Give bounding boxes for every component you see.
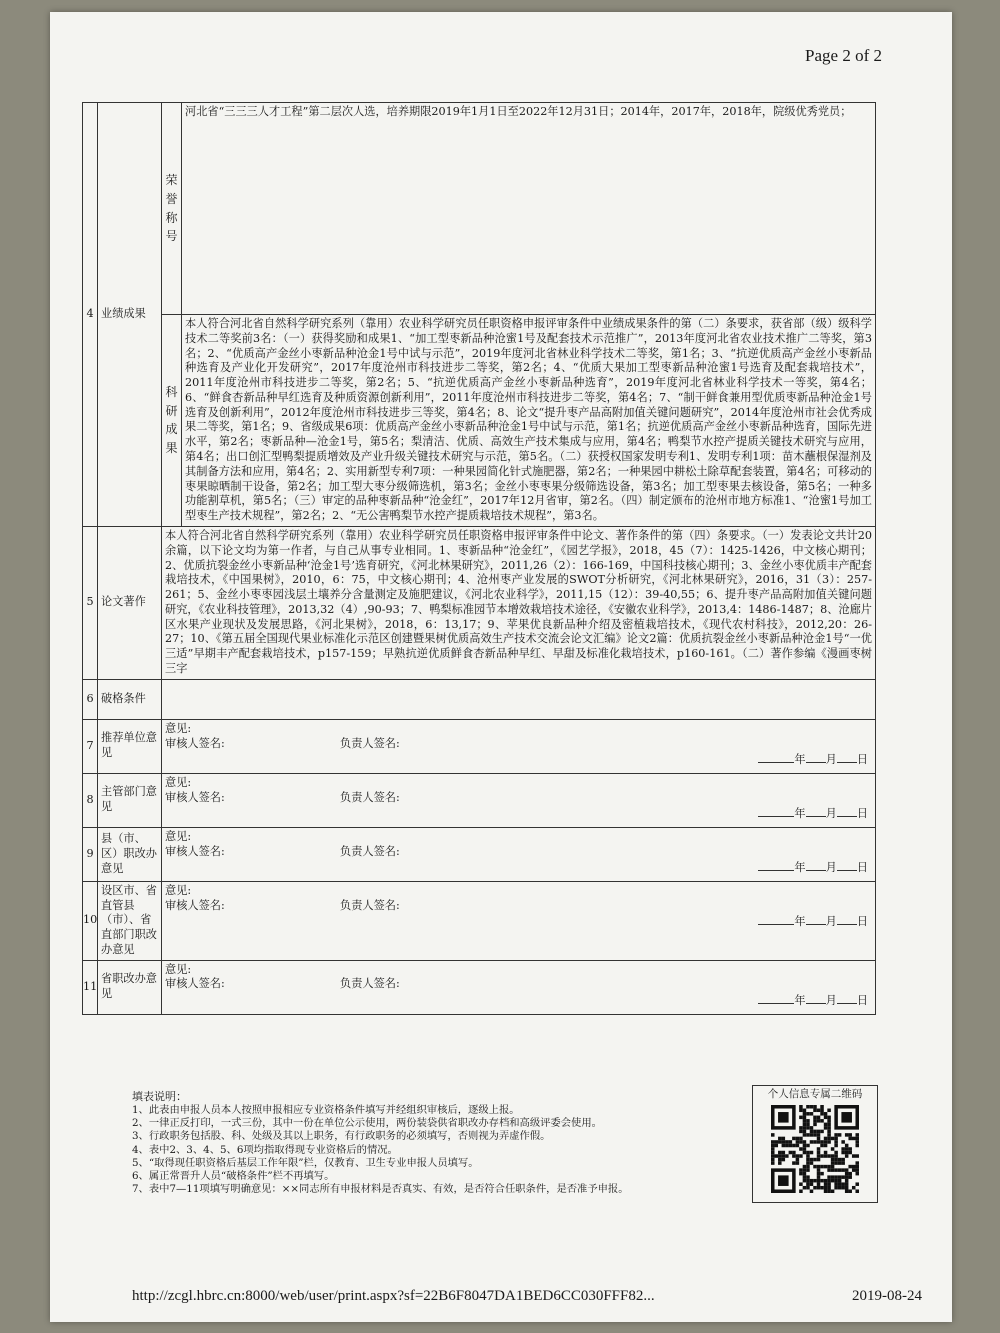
qr-code-box: [752, 1085, 878, 1203]
row-honors: [83, 103, 876, 315]
row-number: 11: [83, 960, 98, 1014]
opinion-label: 意见:: [165, 883, 192, 897]
reviewer-signature-label: 审核人签名:: [165, 977, 225, 991]
instructions-title: 填表说明：: [132, 1090, 187, 1103]
print-date: 2019-08-24: [852, 1288, 922, 1304]
instruction-item: 7、表中7—11项填写明确意见：××同志所有申报材料是否真实、有效，是否符合任职条件，是否准予申报。: [132, 1183, 629, 1196]
instruction-item: 4、表中2、3、4、5、6项均指取得现专业资格后的情况。: [132, 1143, 398, 1156]
row-research: [83, 315, 876, 527]
qr-code-icon: [771, 1105, 859, 1193]
instruction-item: 3、行政职务包括股、科、处级及其以上职务，有行政职务的必须填写，否则视为弄虚作假。: [132, 1130, 551, 1143]
row-label: 设区市、省直管县（市）、省直部门职改办意见: [98, 881, 162, 960]
opinion-label: 意见:: [165, 829, 192, 843]
responsible-signature-label: 负责人签名:: [340, 898, 400, 912]
reviewer-signature-label: 审核人签名:: [165, 736, 225, 750]
row-label: 省职改办意见: [98, 960, 162, 1014]
approval-row: [83, 719, 876, 773]
row-label: 县（市、区）职改办意见: [98, 827, 162, 881]
date-line: 年 月 日: [165, 992, 872, 1009]
date-line: 年 月 日: [165, 805, 872, 822]
approval-row: [83, 827, 876, 881]
date-line: 年 月 日: [165, 751, 872, 768]
row-number: 5: [83, 526, 98, 679]
row-number: 6: [83, 679, 98, 719]
row-number: 9: [83, 827, 98, 881]
row-papers: [83, 526, 876, 679]
approval-cell: [162, 773, 876, 827]
row-label: 主管部门意见: [98, 773, 162, 827]
date-line: 年 月 日: [165, 859, 872, 876]
approval-row: [83, 773, 876, 827]
reviewer-signature-label: 审核人签名:: [165, 790, 225, 804]
instruction-item: 2、一律正反打印，一式三份，其中一份在单位公示使用，两份装袋供省职改办存档和高级评委会使用。: [132, 1117, 602, 1130]
responsible-signature-label: 负责人签名:: [340, 790, 400, 804]
opinion-label: 意见:: [165, 721, 192, 735]
row-label: 业绩成果: [98, 103, 162, 527]
row-number: 10: [83, 881, 98, 960]
exception-text: [162, 679, 876, 719]
research-label: 科研成果: [162, 315, 182, 527]
papers-text: 本人符合河北省自然科学研究系列（靠用）农业科学研究员任职资格申报评审条件中论文、著作条件的第（四）条要求。（一）发表论文共计20余篇，以下论文均为第一作者，与自己从事专业相同。1、枣新品种“沧金红”，《园艺学报》，2018，45（7）：1425-1426，中文核心期刊；2、优质抗裂金丝小枣新品种‘沧金1号’选育研究，《河北林果研究》，2011,26（2）：166-169，中国科技核心期刊；3、金丝小枣优质丰产配套栽培技术，《中国果树》，2010，6：75，中文核心期刊；4、沧州枣产业发展的SWOT分析研究，《河北林果研究》，2016，31（3）：257-261；5、金丝小枣枣园浅层土壤养分含量测定及施肥建议，《河北农业科学》，2011,15（12）：39-40,55；6、提升枣产品高附加值关键问题研究，《农业科技管理》，2013,32（4）,90-93；7、鸭梨标准园节本增效栽培技术途径，《安徽农业科学》，2013,4：1486-1487；8、沧廊片区水果产业现状及发展思路，《河北果树》，2018，6：13,17；9、苹果优良新品种介绍及密植栽培技术，《现代农村科技》，2012,20：26-27；10、《第五届全国现代果业标准化示范区创建暨果树优质高效生产技术交流会论文汇编》论文2篇：优质抗裂金丝小枣新品种沧金1号“一优三适”早期丰产配套栽培技术，p157-159；早熟抗逆优质鲜食杏新品种早红、早甜及标准化栽培技术，p160-161。（二）著作参编《漫画枣树三字: [162, 526, 876, 679]
responsible-signature-label: 负责人签名:: [340, 736, 400, 750]
approval-cell: [162, 881, 876, 960]
fill-instructions: [132, 1090, 752, 1196]
qr-label: 个人信息专属二维码: [767, 1088, 863, 1100]
research-text: 本人符合河北省自然科学研究系列（靠用）农业科学研究员任职资格申报评审条件中业绩成果条件的第（二）条要求，获省部（级）级科学技术二等奖前3名：（一）获得奖励和成果1、“加工型枣新品种沧蜜1号及配套技术示范推广”，2013年度河北省农业技术推广二等奖，第3名；2、“优质高产金丝小枣新品种沧金1号中试与示范”，2019年度河北省林业科学技术二等奖，第1名；3、“抗逆优质高产金丝小枣新品种选育及产业化开发研究”，2017年度沧州市科技进步二等奖，第2名；4、“优质大果加工型枣新品种沧蜜1号选育及配套栽培技术”，2011年度沧州市科技进步二等奖，第2名；5、“抗逆优质高产金丝小枣新品种选育”，2019年度河北省林业科学技术一等奖，第4名；6、“鲜食杏新品种早红选育及种质资源创新利用”，2011年度沧州市科技进步二等奖，第4名；7、“制干鲜食兼用型优质枣新品种沧金1号选育及创新利用”，2012年度沧州市科技进步三等奖，第4名；8、论文“提升枣产品高附加值关键问题研究”，2014年度沧州市社会优秀成果二等奖，第1名；9、省级成果6项：优质高产金丝小枣新品种沧金1号中试与示范，第1名；抗逆优质高产金丝小枣新品种选育，国际先进水平，第2名；枣新品种—沧金1号，第5名；梨清洁、优质、高效生产技术集成与应用，第4名；鸭梨节水控产提质关键技术研究与应用，第4名；出口创汇型鸭梨提质增效及产业升级关键技术研究与示范，第5名。（二）获授权国家发明专利1、发明专利1项：苗木蘸根保湿剂及其制备方法和应用，第4名；2、实用新型专利7项：一种果园简化针式施肥器，第2名；一种果园中耕松土除草配套装置，第4名；可移动的枣果晾晒制干设备，第2名；加工型大枣分级筛选机，第3名；金丝小枣枣果分级筛选设备，第3名；加工型枣果去核设备，第5名；一种多功能割草机，第5名；（三）审定的品种枣新品种“沧金红”，2017年12月省审，第2名。（四）制定颁布的沧州市地方标准1、“沧蜜1号加工型枣生产技术规程”，第2名；2、“无公害鸭梨节水控产提质栽培技术规程”，第3名。: [182, 315, 876, 527]
opinion-label: 意见:: [165, 962, 192, 976]
approval-row: [83, 960, 876, 1014]
row-exception: [83, 679, 876, 719]
responsible-signature-label: 负责人签名:: [340, 844, 400, 858]
instruction-item: 6、属正常晋升人员“破格条件”栏不再填写。: [132, 1169, 335, 1182]
row-number: 4: [83, 103, 98, 527]
date-line: 年 月 日: [165, 913, 872, 930]
row-label: 破格条件: [98, 679, 162, 719]
application-form-table: [82, 102, 876, 1015]
opinion-label: 意见:: [165, 775, 192, 789]
approval-row: [83, 881, 876, 960]
reviewer-signature-label: 审核人签名:: [165, 898, 225, 912]
page-number: Page 2 of 2: [805, 46, 882, 65]
row-label: 论文著作: [98, 526, 162, 679]
approval-cell: [162, 960, 876, 1014]
honors-text: 河北省“三三三人才工程”第二层次人选，培养期限2019年1月1日至2022年12月31日；2014年，2017年，2018年，院级优秀党员；: [182, 103, 876, 315]
row-label: 推荐单位意见: [98, 719, 162, 773]
responsible-signature-label: 负责人签名:: [340, 977, 400, 991]
instruction-item: 1、此表由申报人员本人按照申报相应专业资格条件填写并经组织审核后，逐级上报。: [132, 1104, 520, 1117]
approval-cell: [162, 719, 876, 773]
honors-label: 荣誉称号: [162, 103, 182, 315]
reviewer-signature-label: 审核人签名:: [165, 844, 225, 858]
print-url: http://zcgl.hbrc.cn:8000/web/user/print.aspx?sf=22B6F8047DA1BED6CC030FFF82...: [132, 1288, 655, 1304]
instruction-item: 5、“取得现任职资格后基层工作年限”栏，仅教育、卫生专业申报人员填写。: [132, 1156, 479, 1169]
row-number: 7: [83, 719, 98, 773]
approval-cell: [162, 827, 876, 881]
row-number: 8: [83, 773, 98, 827]
